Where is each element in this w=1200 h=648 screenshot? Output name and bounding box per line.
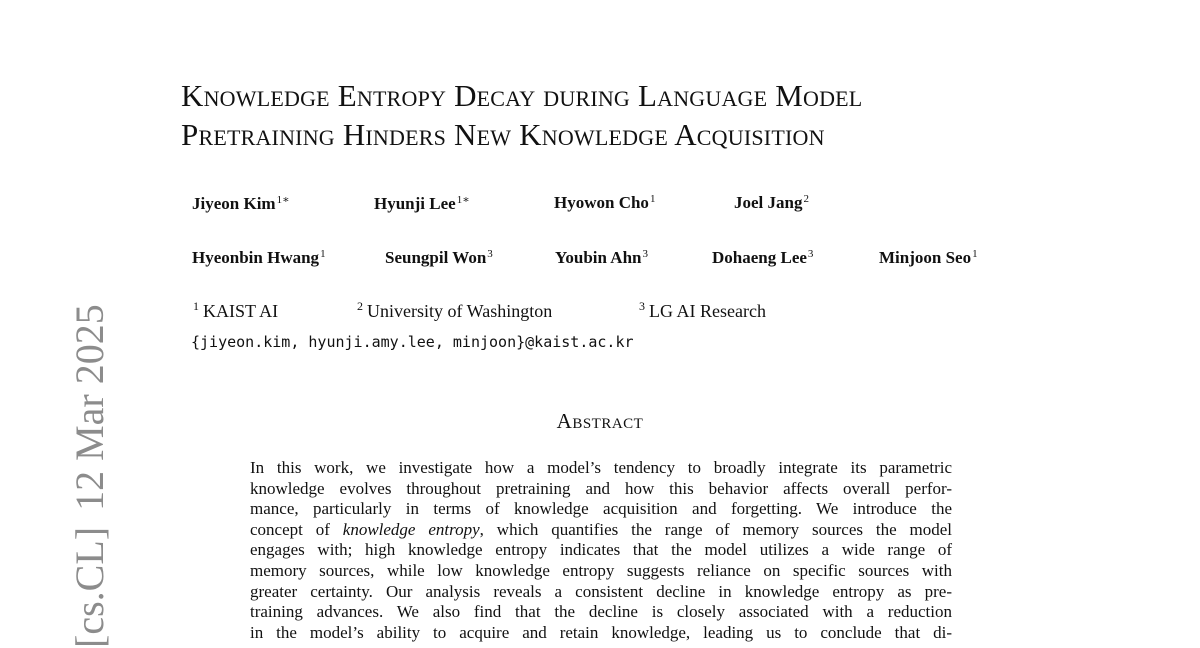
abstract-line: mance, particularly in terms of knowledge acquisition and forgetting. We introduce the [250, 499, 952, 519]
author-name: Dohaeng Lee [712, 248, 807, 267]
abstract-heading [0, 409, 1200, 434]
affiliation-name: LG AI Research [649, 301, 766, 321]
affiliation-mark: 3 [639, 299, 645, 313]
affiliation [357, 299, 552, 322]
affiliation [639, 299, 766, 322]
abstract-line: training advances. We also find that the decline is closely associated with a reduction [250, 602, 952, 622]
author-affiliation-mark: 3 [642, 248, 648, 260]
author-affiliation-mark: 2 [803, 193, 809, 205]
author-name: Hyunji Lee [374, 194, 456, 213]
arxiv-category: [cs.CL] [67, 526, 112, 648]
affiliation-name: University of Washington [367, 301, 553, 321]
author-name: Hyeonbin Hwang [192, 248, 320, 267]
authors-row-2 [0, 248, 1200, 272]
author-name: Seungpil Won [385, 248, 487, 267]
title-line-1: Knowledge Entropy Decay during Language Model [181, 78, 863, 113]
abstract-line: greater certainty. Our analysis reveals a consistent decline in knowledge entropy as pre- [250, 581, 952, 601]
abstract-body [250, 458, 952, 643]
title-line-2: Pretraining Hinders New Knowledge Acquisition [181, 117, 825, 152]
author [385, 248, 493, 268]
affiliation [193, 299, 278, 322]
author [192, 193, 290, 214]
author-name: Jiyeon Kim [192, 194, 276, 213]
affiliation-mark: 1 [193, 299, 199, 313]
abstract-emphasis: knowledge entropy [342, 519, 480, 539]
abstract-line: engages with; high knowledge entropy indicates that the model utilizes a wide range of [250, 540, 952, 560]
author-affiliation-mark: 1∗ [276, 194, 290, 206]
authors-row-1 [0, 193, 1200, 217]
author [374, 193, 470, 214]
abstract-line: knowledge evolves throughout pretraining and how this behavior affects overall perfor- [250, 478, 952, 498]
author-name: Hyowon Cho [554, 193, 649, 212]
author [734, 193, 809, 213]
abstract-line-pre: concept of [250, 519, 343, 539]
arxiv-side-stamp [67, 304, 112, 648]
author-affiliation-mark: 1 [320, 248, 326, 260]
abstract-heading-text: Abstract [556, 409, 644, 433]
author-affiliation-mark: 3 [807, 248, 814, 260]
author-affiliation-mark: 1∗ [456, 194, 470, 206]
author-affiliation-mark: 3 [487, 248, 493, 260]
abstract-line: In this work, we investigate how a model’s tendency to broadly integrate its parametric [250, 458, 952, 477]
author-name: Youbin Ahn [555, 248, 642, 267]
abstract-line: in the model’s ability to acquire and retain knowledge, leading us to conclude that di- [250, 622, 952, 642]
abstract-line: memory sources, while low knowledge entropy suggests reliance on specific sources with [250, 560, 952, 580]
affiliation-name: KAIST AI [203, 301, 279, 321]
arxiv-date: 12 Mar 2025 [67, 304, 112, 511]
author-name: Joel Jang [734, 193, 803, 212]
author-name: Minjoon Seo [879, 248, 972, 267]
affiliation-mark: 2 [357, 299, 363, 313]
author-emails: {jiyeon.kim, hyunji.amy.lee, minjoon}@kaist.ac.kr [191, 333, 634, 351]
abstract-line-post: , which quantifies the range of memory sources the model [479, 519, 952, 539]
abstract-line [250, 520, 952, 541]
author-affiliation-mark: 1 [972, 248, 978, 260]
paper-title [181, 76, 1081, 154]
author [555, 248, 648, 268]
author [879, 248, 978, 268]
author [192, 248, 326, 268]
author [554, 193, 655, 213]
author-affiliation-mark: 1 [649, 193, 656, 205]
author [712, 248, 813, 268]
